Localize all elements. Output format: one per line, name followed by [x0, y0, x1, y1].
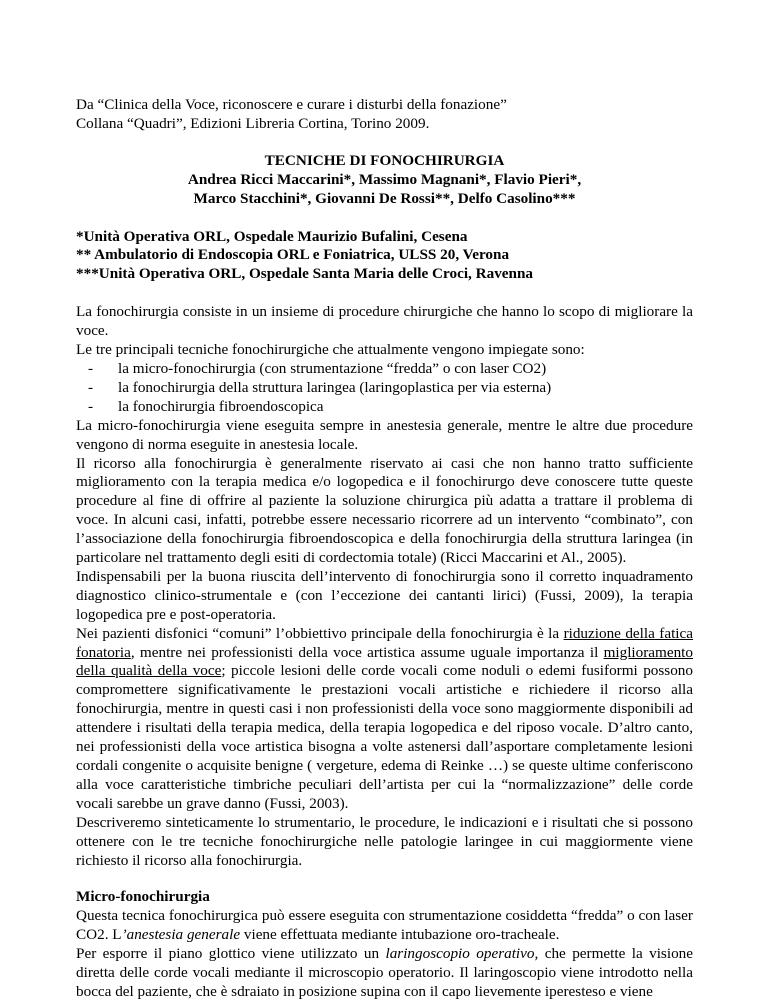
underlined-phrase: miglioramento della qualità della voce: [76, 643, 693, 680]
underlined-phrase: riduzione della fatica fonatoria: [76, 624, 693, 661]
paragraph: [76, 945, 693, 1002]
text-run: , mentre nei professionisti della voce artistica assume uguale importanza il: [130, 643, 604, 661]
list-item-text: la micro-fonochirurgia (con strumentazione “fredda” o con laser CO2): [118, 359, 547, 377]
text-run: Questa tecnica fonochirurgica può essere eseguita con strumentazione cosiddetta “fredda” o con laser CO2. L: [76, 907, 693, 944]
authors-line: Andrea Ricci Maccarini*, Massimo Magnani*, Flavio Pieri*,: [187, 170, 582, 188]
text-run: che permette la visione diretta delle corde vocali mediante il microscopio operatorio. Il laringoscopio viene introdotto nella bocca del paziente, che è sdraiato in posizione supina con il capo lievemente iperesteso e viene: [76, 945, 693, 1000]
source-line: Da “Clinica della Voce, riconoscere e curare i disturbi della fonazione”: [76, 96, 507, 113]
source-line: Collana “Quadri”, Edizioni Libreria Cortina, Torino 2009.: [76, 114, 430, 132]
authors-line: Marco Stacchini*, Giovanni De Rossi**, Delfo Casolino***: [193, 189, 576, 207]
title-block: [76, 152, 693, 209]
list-item: [76, 360, 693, 379]
affiliation: ** Ambulatorio di Endoscopia ORL e Foniatrica, ULSS 20, Verona: [76, 246, 510, 264]
italic-phrase: laringoscopio operativo,: [385, 945, 539, 963]
text-run: Per esporre il piano glottico viene utilizzato un: [76, 945, 386, 963]
affiliation: *Unità Operativa ORL, Ospedale Maurizio Bufalini, Cesena: [76, 227, 468, 245]
document-title: TECNICHE DI FONOCHIRURGIA: [264, 151, 505, 169]
paragraph: La micro-fonochirurgia viene eseguita sempre in anestesia generale, mentre le altre due procedure vengono di norma eseguite in anestesia locale.: [76, 416, 693, 453]
paragraph: [76, 625, 693, 814]
list-dash: -: [88, 378, 94, 396]
paragraph: Indispensabili per la buona riuscita dell’intervento di fonochirurgia sono il corretto inquadramento diagnostico clinico-strumentale e (con l’eccezione dei cantanti lirici) (Fussi, 2009), la terapia logopedica pre e post-operatoria.: [76, 567, 693, 623]
technique-list: [76, 360, 693, 417]
affiliations: [76, 228, 693, 285]
list-dash: -: [88, 397, 94, 415]
document-page: [76, 96, 693, 1002]
text-run: Nei pazienti disfonici “comuni” l’obbiettivo principale della fonochirurgia è la: [76, 624, 564, 642]
paragraph: [76, 907, 693, 945]
paragraph: Descriveremo sinteticamente lo strumentario, le procedure, le indicazioni e i risultati che si possono ottenere con le tre tecniche fonochirurgiche nelle patologie laringee in cui maggiormente viene richiesto il ricorso alla fonochirurgia.: [76, 813, 693, 869]
paragraph: Il ricorso alla fonochirurgia è generalmente riservato ai casi che non hanno tratto sufficiente miglioramento con la terapia medica e/o logopedica e il fonochirurgo deve conoscere tutte queste procedure al fine di offrire al paziente la soluzione chirurgica più adatta a trattare il problema di voce. In alcuni casi, infatti, potrebbe essere necessario ricorrere ad un intervento “combinato”, con l’associazione della fonochirurgia fibroendoscopica e della fonochirurgia della struttura laringea (in particolare nel trattamento degli esiti di cordectomia totale) (Ricci Maccarini et Al., 2005).: [76, 454, 693, 567]
text-run: ; piccole lesioni delle corde vocali come noduli o edemi fusiformi possono compromettere significativamente le prestazioni vocali artistiche e richiedere il ricorso alla fonochirurgia, mentre in questi casi i non professionisti della voce sono maggiormente disponibili ad attendere i risultati della terapia medica, della terapia logopedica e del riposo vocale. D’altro canto, nei professionisti della voce artistica bisogna a volte astenersi dall’asportare completamente lesioni cordali congenite o acquisite benigne ( vergeture, edema di Reinke …) se queste ultime conferiscono alla voce caratteristiche timbriche peculiari dell’artista per cui la “normalizzazione” delle corde vocali sarebbe un grave danno (Fussi, 2003).: [76, 662, 693, 812]
list-item-text: la fonochirurgia fibroendoscopica: [118, 397, 324, 415]
paragraph: La fonochirurgia consiste in un insieme di procedure chirurgiche che hanno lo scopo di migliorare la voce.: [76, 303, 693, 340]
affiliation: ***Unità Operativa ORL, Ospedale Santa Maria delle Croci, Ravenna: [76, 265, 534, 283]
italic-phrase: ’anestesia generale: [121, 926, 241, 944]
paragraph: Le tre principali tecniche fonochirurgiche che attualmente vengono impiegate sono:: [76, 341, 585, 359]
section-heading: Micro-fonochirurgia: [76, 888, 210, 906]
list-dash: -: [88, 359, 94, 377]
list-item-text: la fonochirurgia della struttura laringea (laringoplastica per via esterna): [118, 378, 552, 396]
source-citation: [76, 96, 693, 134]
list-item: [76, 379, 693, 398]
text-run: viene effettuata mediante intubazione oro-tracheale.: [240, 926, 560, 944]
list-item: [76, 398, 693, 417]
